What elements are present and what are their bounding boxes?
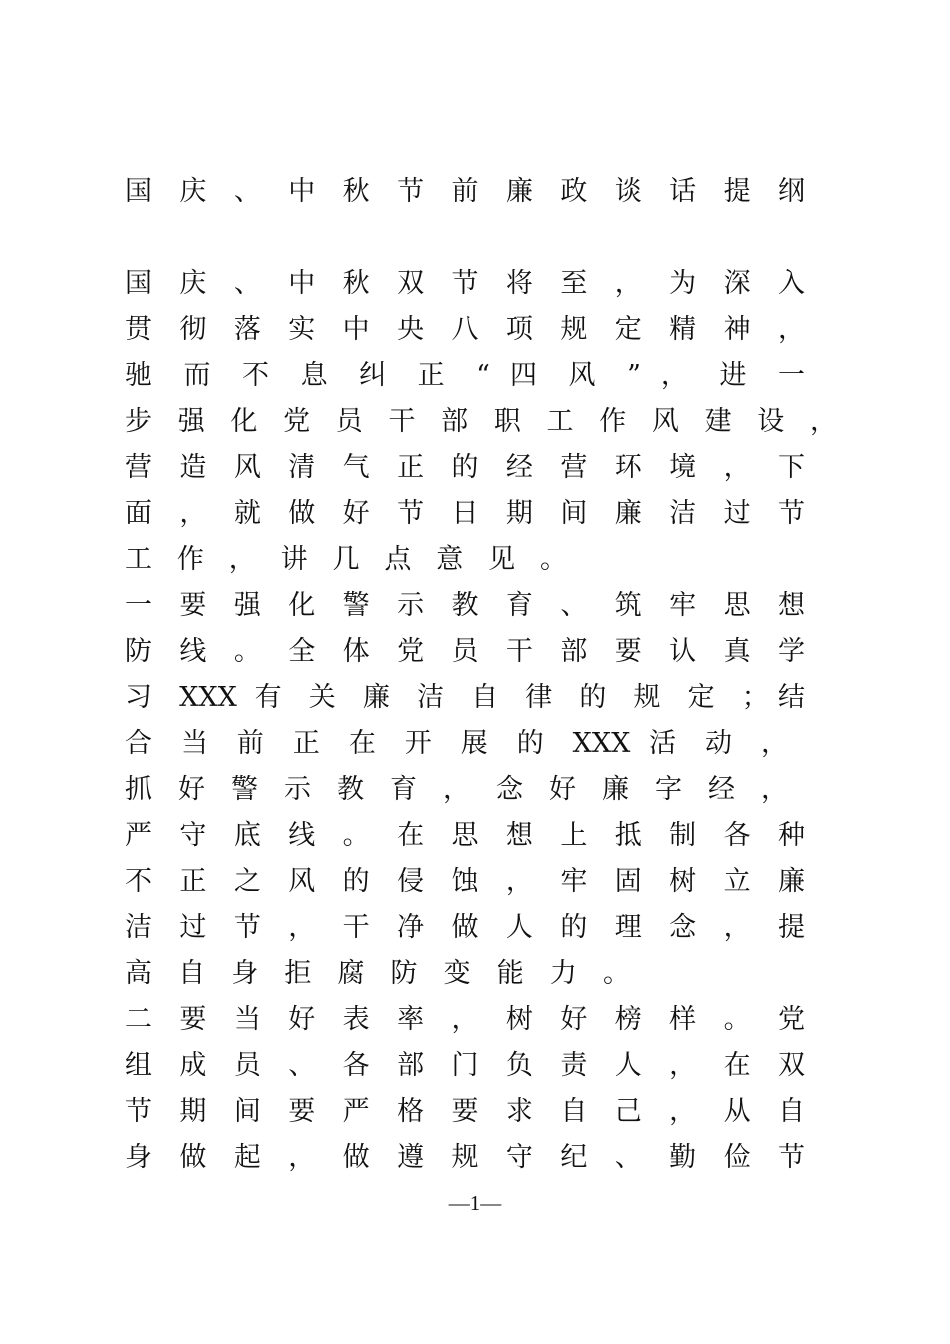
body-line-15: 洁 过 节 ， 干 净 做 人 的 理 念 ， 提 [125,912,805,943]
body-line-13: 严 守 底 线 。 在 思 想 上 抵 制 各 种 [125,820,805,851]
body-line-6: 面 ， 就 做 好 节 日 期 间 廉 洁 过 节 [125,498,805,529]
body-line-17: 二 要 当 好 表 率 ， 树 好 榜 样 。 党 [125,1004,805,1035]
body-line-19: 节 期 间 要 严 格 要 求 自 己 ， 从 自 [125,1096,805,1127]
body-line-20: 身 做 起 ， 做 遵 规 守 纪 、 勤 俭 节 [125,1142,805,1173]
body-line-11: 合 当 前 正 在 开 展 的 XXX 活 动 ， [125,728,788,759]
body-line-3: 驰 而 不 息 纠 正 “ 四 风 ” ， 进 一 [125,360,805,391]
body-line-9: 防 线 。 全 体 党 员 干 部 要 认 真 学 [125,636,805,667]
body-line-4: 步 强 化 党 员 干 部 职 工 作 风 建 设 ， [125,406,837,437]
page-number: —1— [448,1191,502,1215]
body-line-18: 组 成 员 、 各 部 门 负 责 人 ， 在 双 [125,1050,805,1081]
body-line-7: 工 作 ， 讲 几 点 意 见 。 [125,544,567,575]
body-line-5: 营 造 风 清 气 正 的 经 营 环 境 ， 下 [125,452,805,483]
body-line-14: 不 正 之 风 的 侵 蚀 ， 牢 固 树 立 廉 [125,866,805,897]
document-title: 国 庆 、 中 秋 节 前 廉 政 谈 话 提 纲 [125,176,805,207]
body-line-10: 习 XXX 有 关 廉 洁 自 律 的 规 定 ；结 [125,682,805,713]
body-line-8: 一 要 强 化 警 示 教 育 、 筑 牢 思 想 [125,590,805,621]
body-line-12: 抓 好 警 示 教 育 ， 念 好 廉 字 经 ， [125,774,788,805]
body-line-2: 贯 彻 落 实 中 央 八 项 规 定 精 神 ， [125,314,805,345]
body-line-16: 高 自 身 拒 腐 防 变 能 力 。 [125,958,630,989]
body-line-1: 国 庆 、 中 秋 双 节 将 至 ， 为 深 入 [125,268,805,299]
